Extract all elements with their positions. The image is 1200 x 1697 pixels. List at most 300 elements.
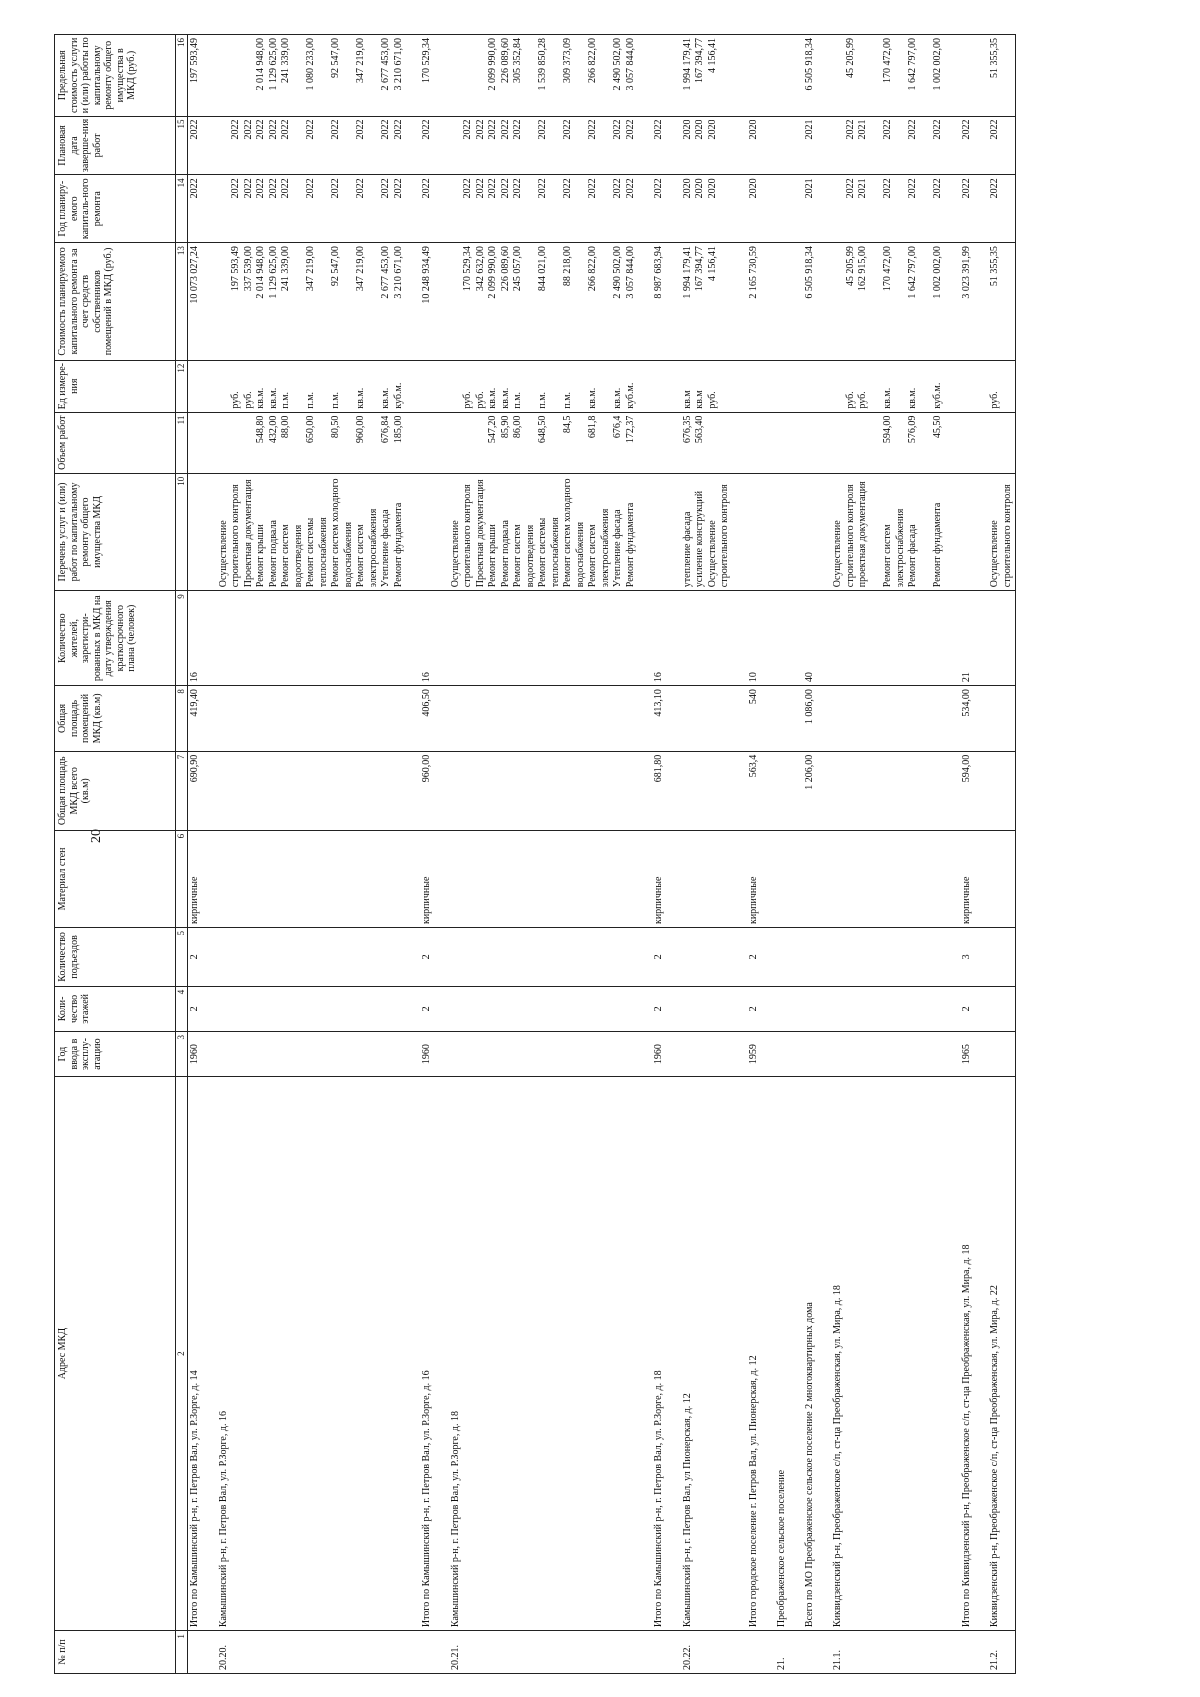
spacer-cell bbox=[667, 360, 681, 412]
repair-year-cell-line bbox=[343, 178, 356, 239]
rooms-area-cell bbox=[449, 686, 639, 752]
spacer-cell bbox=[203, 1077, 217, 1631]
residents-cell bbox=[449, 591, 639, 686]
completion-date-cell-line: 2022 bbox=[907, 119, 918, 140]
volume-cell-line: 676,4 bbox=[612, 415, 623, 439]
spacer-cell bbox=[667, 116, 681, 175]
header-cell: Стоимость планируемого капитального ремонта за счет средств собственников помещений в МКД (руб.) bbox=[55, 243, 176, 361]
spacer-cell bbox=[638, 175, 652, 243]
limit-cost-cell-line: 2 014 948,00 bbox=[255, 38, 266, 91]
completion-date-cell-line: 2022 bbox=[189, 119, 200, 140]
row-spacer bbox=[406, 35, 420, 1674]
volume-cell-line bbox=[462, 416, 475, 470]
residents-cell: 16 bbox=[420, 591, 435, 686]
volume-cell-line: 650,00 bbox=[305, 415, 316, 444]
repair-year-cell-line: 2021 bbox=[857, 178, 868, 199]
year-built-cell: 1960 bbox=[420, 1032, 435, 1077]
unit-cell bbox=[420, 360, 435, 412]
year-built-cell bbox=[803, 1032, 818, 1077]
limit-cost-cell-line bbox=[462, 38, 475, 113]
total-area-cell bbox=[681, 751, 733, 830]
repair-year-cell-line bbox=[218, 178, 231, 239]
spacer-cell bbox=[406, 35, 420, 117]
limit-cost-cell-line: 1 994 179,41 bbox=[681, 38, 693, 91]
cost-cell bbox=[803, 243, 818, 361]
repair-year-cell-line: 2022 bbox=[189, 178, 200, 199]
year-built-cell bbox=[681, 1032, 733, 1077]
unit-cell-line bbox=[575, 364, 588, 409]
rotated-table-container bbox=[54, 34, 1124, 1674]
unit-cell bbox=[803, 360, 818, 412]
unit-cell-line bbox=[719, 364, 732, 409]
spacer-cell bbox=[435, 360, 449, 412]
floors-cell: 2 bbox=[188, 986, 203, 1031]
column-number: 6 bbox=[176, 830, 188, 927]
spacer-cell bbox=[203, 1032, 217, 1077]
entrances-cell: 2 bbox=[747, 928, 762, 987]
repair-year-cell bbox=[803, 175, 818, 243]
spacer-cell bbox=[733, 35, 747, 117]
volume-cell-line bbox=[525, 416, 538, 470]
spacer-cell bbox=[638, 686, 652, 752]
repair-year-cell-line bbox=[450, 178, 463, 239]
spacer-cell bbox=[406, 412, 420, 473]
limit-cost-cell-line bbox=[857, 38, 870, 113]
volume-cell-line bbox=[845, 416, 858, 470]
completion-date-cell bbox=[831, 116, 946, 175]
cost-cell-line: 1 994 179,41 bbox=[681, 246, 693, 299]
completion-date-cell-line: 2022 bbox=[305, 119, 316, 140]
spacer-cell bbox=[733, 1077, 747, 1631]
spacer-cell bbox=[638, 986, 652, 1031]
works-cell-line: Осуществление bbox=[449, 520, 461, 588]
limit-cost-cell bbox=[420, 35, 435, 117]
spacer-cell bbox=[974, 243, 988, 361]
spacer-cell bbox=[203, 243, 217, 361]
wall-material-cell: кирпичные bbox=[960, 830, 975, 927]
total-area-cell: 563,4 bbox=[747, 751, 762, 830]
unit-cell-line: руб. bbox=[462, 391, 473, 409]
spacer-cell bbox=[406, 986, 420, 1031]
address-cell: Киквидзенский р-н, Преображенское с/п, ст-ца Преображенская, ул. Мира, д. 22 bbox=[988, 1077, 1016, 1631]
repair-year-cell-line: 2022 bbox=[280, 178, 291, 199]
rooms-area-cell bbox=[831, 686, 946, 752]
spacer-cell bbox=[789, 830, 803, 927]
repair-year-cell-line bbox=[525, 178, 538, 239]
limit-cost-cell-line: 347 219,00 bbox=[355, 38, 366, 83]
wall-material-cell bbox=[775, 830, 789, 927]
unit-cell bbox=[217, 360, 407, 412]
limit-cost-cell bbox=[449, 35, 639, 117]
spacer-cell bbox=[667, 412, 681, 473]
unit-cell-line: кв.м. bbox=[499, 387, 511, 409]
works-cell-line: Ремонт фундамента bbox=[932, 502, 943, 588]
cost-cell-line: 347 219,00 bbox=[305, 246, 316, 292]
repair-year-cell-line: 2021 bbox=[803, 178, 815, 199]
volume-cell-line: 80,50 bbox=[330, 415, 341, 439]
column-number-row bbox=[176, 35, 188, 1674]
repair-year-cell-line: 2022 bbox=[462, 178, 473, 199]
works-cell-line: Ремонт системы bbox=[537, 517, 548, 588]
completion-date-cell-line bbox=[832, 120, 845, 172]
cost-cell-line bbox=[832, 246, 845, 357]
limit-cost-cell-line: 226 089,60 bbox=[499, 38, 511, 83]
works-cell-line: Ремонт фундамента bbox=[392, 502, 404, 588]
floors-cell bbox=[803, 986, 818, 1031]
volume-cell-line bbox=[857, 416, 870, 470]
cost-cell-line bbox=[895, 246, 908, 357]
limit-cost-cell-line: 4 156,41 bbox=[706, 38, 718, 73]
volume-cell-line: 172,37 bbox=[624, 415, 636, 444]
limit-cost-cell-line bbox=[525, 38, 538, 113]
table-row bbox=[988, 35, 1016, 1674]
spacer-cell bbox=[761, 830, 775, 927]
unit-cell-line bbox=[293, 364, 306, 409]
spacer-cell bbox=[203, 591, 217, 686]
works-cell-line: Ремонт системы bbox=[305, 517, 316, 588]
unit-cell-line: кв.м. bbox=[612, 387, 623, 409]
completion-date-cell-line bbox=[550, 120, 563, 172]
spacer-cell bbox=[817, 35, 831, 117]
unit-cell-line bbox=[343, 364, 356, 409]
volume-cell bbox=[449, 412, 639, 473]
entrances-cell bbox=[803, 928, 818, 987]
works-cell-line: усиление конструкций bbox=[694, 490, 705, 588]
repair-year-cell-line bbox=[870, 178, 883, 239]
completion-date-cell bbox=[988, 116, 1016, 175]
works-cell-line: Проектная документация bbox=[242, 479, 254, 588]
limit-cost-cell-line bbox=[653, 38, 666, 113]
works-cell-line: водоснабжения bbox=[342, 521, 354, 588]
cost-cell-line bbox=[525, 246, 538, 357]
completion-date-cell bbox=[681, 116, 733, 175]
wall-material-cell bbox=[803, 830, 818, 927]
header-cell: Ед измере-ния bbox=[55, 360, 176, 412]
year-built-cell bbox=[449, 1032, 639, 1077]
spacer-cell bbox=[638, 928, 652, 987]
limit-cost-cell-line: 170 529,34 bbox=[421, 38, 432, 83]
spacer-cell bbox=[638, 751, 652, 830]
unit-cell-line: кв.м. bbox=[355, 387, 366, 409]
cost-cell-line: 10 073 027,24 bbox=[189, 246, 200, 304]
cost-cell bbox=[217, 243, 407, 361]
spacer-cell bbox=[667, 243, 681, 361]
wall-material-cell bbox=[681, 830, 733, 927]
column-number: 2 bbox=[176, 1077, 188, 1631]
repair-year-cell-line: 2022 bbox=[562, 178, 573, 199]
floors-cell: 2 bbox=[420, 986, 435, 1031]
limit-cost-cell-line: 2 677 453,00 bbox=[380, 38, 391, 91]
works-cell-line: Ремонт подвала bbox=[267, 520, 279, 588]
row-number bbox=[188, 1631, 203, 1674]
floors-cell bbox=[681, 986, 733, 1031]
completion-date-cell-line bbox=[920, 120, 933, 172]
residents-cell: 21 bbox=[960, 591, 975, 686]
table-row bbox=[960, 35, 975, 1674]
completion-date-cell-line bbox=[318, 120, 331, 172]
spacer-cell bbox=[667, 473, 681, 591]
spacer-cell bbox=[946, 928, 960, 987]
spacer-cell bbox=[817, 1077, 831, 1631]
repair-year-cell bbox=[420, 175, 435, 243]
unit-cell-line: руб. bbox=[242, 391, 254, 409]
works-cell-line: Утепление фасада bbox=[612, 509, 623, 588]
unit-cell-line: руб. bbox=[706, 391, 718, 409]
limit-cost-cell-line bbox=[450, 38, 463, 113]
residents-cell: 40 bbox=[803, 591, 818, 686]
spacer-cell bbox=[667, 1631, 681, 1674]
completion-date-cell-line: 2022 bbox=[932, 119, 943, 140]
completion-date-cell-line bbox=[575, 120, 588, 172]
spacer-cell bbox=[638, 412, 652, 473]
cost-cell-line bbox=[920, 246, 933, 357]
limit-cost-cell-line: 167 394,77 bbox=[694, 38, 705, 83]
year-built-cell: 1965 bbox=[960, 1032, 975, 1077]
row-number: 20.22. bbox=[681, 1631, 733, 1674]
volume-cell-line: 681,8 bbox=[587, 415, 598, 439]
completion-date-cell-line: 2022 bbox=[844, 119, 856, 140]
rooms-area-cell: 406,50 bbox=[420, 686, 435, 752]
spacer-cell bbox=[974, 473, 988, 591]
spacer-cell bbox=[733, 830, 747, 927]
column-number: 11 bbox=[176, 412, 188, 473]
total-area-cell bbox=[775, 751, 789, 830]
spacer-cell bbox=[667, 35, 681, 117]
unit-cell-line: куб.м. bbox=[392, 382, 404, 409]
limit-cost-cell bbox=[831, 35, 946, 117]
spacer-cell bbox=[638, 360, 652, 412]
works-cell bbox=[217, 473, 407, 591]
repair-year-cell bbox=[681, 175, 733, 243]
completion-date-cell bbox=[449, 116, 639, 175]
total-area-cell bbox=[449, 751, 639, 830]
spacer-cell bbox=[789, 473, 803, 591]
header-cell: Предельная стоимость услуги и (или) работы по капитальному ремонту общего имущества в МКД (руб.) bbox=[55, 35, 176, 117]
spacer-cell bbox=[817, 116, 831, 175]
completion-date-cell bbox=[652, 116, 667, 175]
completion-date-cell bbox=[420, 116, 435, 175]
spacer-cell bbox=[817, 1032, 831, 1077]
spacer-cell bbox=[761, 1077, 775, 1631]
entrances-cell bbox=[681, 928, 733, 987]
repair-year-cell bbox=[775, 175, 789, 243]
cost-cell-line: 2 165 730,59 bbox=[747, 246, 759, 299]
repair-year-cell bbox=[652, 175, 667, 243]
spacer-cell bbox=[638, 243, 652, 361]
volume-cell-line bbox=[895, 416, 908, 470]
spacer-cell bbox=[817, 243, 831, 361]
floors-cell bbox=[775, 986, 789, 1031]
spacer-cell bbox=[203, 473, 217, 591]
works-cell-line: водоотведения bbox=[292, 524, 304, 588]
column-number: 5 bbox=[176, 928, 188, 987]
works-cell bbox=[652, 473, 667, 591]
year-built-cell: 1959 bbox=[747, 1032, 762, 1077]
repair-year-cell bbox=[988, 175, 1016, 243]
spacer-cell bbox=[817, 473, 831, 591]
spacer-cell bbox=[817, 175, 831, 243]
floors-cell: 2 bbox=[960, 986, 975, 1031]
unit-cell-line: кв.м bbox=[694, 390, 705, 409]
unit-cell-line: п.м. bbox=[305, 391, 316, 409]
completion-date-cell-line bbox=[1002, 120, 1015, 172]
spacer-cell bbox=[974, 928, 988, 987]
cost-cell-line: 245 057,00 bbox=[512, 246, 523, 292]
volume-cell bbox=[775, 412, 789, 473]
spacer-cell bbox=[789, 116, 803, 175]
repair-year-cell-line: 2020 bbox=[694, 178, 705, 199]
volume-cell bbox=[681, 412, 733, 473]
cost-cell-line bbox=[218, 246, 231, 357]
unit-cell-line bbox=[870, 364, 883, 409]
spacer-cell bbox=[946, 360, 960, 412]
volume-cell-line: 648,50 bbox=[537, 415, 548, 444]
unit-cell-line: п.м. bbox=[562, 391, 573, 409]
spacer-cell bbox=[946, 116, 960, 175]
volume-cell-line: 85,90 bbox=[499, 415, 511, 439]
cost-cell bbox=[652, 243, 667, 361]
works-cell bbox=[681, 473, 733, 591]
wall-material-cell: кирпичные bbox=[188, 830, 203, 927]
spacer-cell bbox=[638, 830, 652, 927]
spacer-cell bbox=[667, 1032, 681, 1077]
rooms-area-cell bbox=[775, 686, 789, 752]
unit-cell bbox=[681, 360, 733, 412]
address-cell: Камышинский р-н, г. Петров Вал, ул. Р.Зорге, д. 16 bbox=[217, 1077, 407, 1631]
spacer-cell bbox=[638, 1077, 652, 1631]
limit-cost-cell-line: 3 210 671,00 bbox=[392, 38, 404, 91]
completion-date-cell-line bbox=[218, 120, 231, 172]
spacer-cell bbox=[638, 116, 652, 175]
spacer-cell bbox=[761, 35, 775, 117]
unit-cell-line bbox=[525, 364, 538, 409]
spacer-cell bbox=[667, 591, 681, 686]
spacer-cell bbox=[203, 986, 217, 1031]
residents-cell bbox=[988, 591, 1016, 686]
cost-cell-line bbox=[870, 246, 883, 357]
table-row bbox=[803, 35, 818, 1674]
spacer-cell bbox=[761, 928, 775, 987]
unit-cell-line: п.м. bbox=[537, 391, 548, 409]
spacer-cell bbox=[789, 686, 803, 752]
works-cell-line: теплоснабжения bbox=[317, 517, 329, 588]
header-cell: Год ввода в эксплу-атацию bbox=[55, 1032, 176, 1077]
cost-cell-line: 6 505 918,34 bbox=[803, 246, 815, 299]
row-number: 21.2. bbox=[988, 1631, 1016, 1674]
spacer-cell bbox=[667, 928, 681, 987]
cost-cell-line bbox=[343, 246, 356, 357]
completion-date-cell-line: 2022 bbox=[624, 119, 636, 140]
spacer-cell bbox=[974, 116, 988, 175]
works-cell-line: проектная документация bbox=[857, 481, 868, 588]
spacer-cell bbox=[789, 591, 803, 686]
completion-date-cell-line: 2022 bbox=[537, 119, 548, 140]
repair-year-cell bbox=[831, 175, 946, 243]
repair-year-cell-line: 2020 bbox=[681, 178, 693, 199]
row-spacer bbox=[789, 35, 803, 1674]
cost-cell-line: 167 394,77 bbox=[694, 246, 705, 292]
repair-year-cell-line bbox=[368, 178, 381, 239]
unit-cell bbox=[775, 360, 789, 412]
column-number: 10 bbox=[176, 473, 188, 591]
limit-cost-cell-line bbox=[243, 38, 256, 113]
spacer-cell bbox=[761, 986, 775, 1031]
repair-year-cell-line: 2022 bbox=[932, 178, 943, 199]
repair-year-cell-line: 2022 bbox=[330, 178, 341, 199]
rooms-area-cell: 413,10 bbox=[652, 686, 667, 752]
cost-cell-line: 1 002 002,00 bbox=[932, 246, 943, 299]
table-row bbox=[775, 35, 789, 1674]
spacer-cell bbox=[733, 751, 747, 830]
spacer-cell bbox=[761, 591, 775, 686]
unit-cell-line bbox=[218, 364, 231, 409]
cost-cell-line: 2 099 990,00 bbox=[487, 246, 498, 299]
spacer-cell bbox=[435, 35, 449, 117]
limit-cost-cell-line bbox=[748, 38, 761, 113]
completion-date-cell-line bbox=[870, 120, 883, 172]
spacer-cell bbox=[974, 591, 988, 686]
volume-cell-line bbox=[832, 416, 845, 470]
row-number: 20.20. bbox=[217, 1631, 407, 1674]
spacer-cell bbox=[733, 243, 747, 361]
address-cell: Киквидзенский р-н, Преображенское с/п, ст-ца Преображенская, ул. Мира, д. 18 bbox=[831, 1077, 946, 1631]
spacer-cell bbox=[733, 116, 747, 175]
works-cell-line: Ремонт систем холодного bbox=[562, 478, 573, 588]
header-cell: Год планиру-емого капиталь-ного ремонта bbox=[55, 175, 176, 243]
wall-material-cell: кирпичные bbox=[420, 830, 435, 927]
spacer-cell bbox=[817, 686, 831, 752]
spacer-cell bbox=[435, 116, 449, 175]
table-row bbox=[681, 35, 733, 1674]
works-cell-line: строительного контроля bbox=[462, 484, 473, 588]
works-cell-line: Ремонт крыши bbox=[255, 524, 266, 588]
volume-cell-line bbox=[368, 416, 381, 470]
header-cell: № п/п bbox=[55, 1631, 176, 1674]
capital-repair-table bbox=[54, 34, 1016, 1674]
row-number bbox=[652, 1631, 667, 1674]
column-number: 7 bbox=[176, 751, 188, 830]
repair-year-cell-line: 2022 bbox=[474, 178, 486, 199]
limit-cost-cell-line bbox=[343, 38, 356, 113]
works-cell-line: строительного контроля bbox=[230, 484, 241, 588]
spacer-cell bbox=[817, 928, 831, 987]
spacer-cell bbox=[435, 830, 449, 927]
spacer-cell bbox=[406, 1631, 420, 1674]
limit-cost-cell-line: 2 099 990,00 bbox=[487, 38, 498, 91]
cost-cell bbox=[988, 243, 1016, 361]
repair-year-cell-line: 2022 bbox=[487, 178, 498, 199]
volume-cell-line bbox=[575, 416, 588, 470]
repair-year-cell-line: 2022 bbox=[612, 178, 623, 199]
works-cell-line: Ремонт фасада bbox=[907, 524, 918, 588]
spacer-cell bbox=[638, 35, 652, 117]
limit-cost-cell bbox=[652, 35, 667, 117]
unit-cell-line: п.м. bbox=[330, 391, 341, 409]
completion-date-cell-line: 2022 bbox=[255, 119, 266, 140]
spacer-cell bbox=[435, 1631, 449, 1674]
works-cell-line: электроснабжения bbox=[894, 508, 906, 588]
limit-cost-cell-line: 305 352,84 bbox=[512, 38, 523, 83]
volume-cell-line bbox=[600, 416, 613, 470]
cost-cell-line: 3 057 844,00 bbox=[624, 246, 636, 299]
volume-cell-line: 676,35 bbox=[681, 415, 693, 444]
column-number: 4 bbox=[176, 986, 188, 1031]
unit-cell bbox=[747, 360, 762, 412]
unit-cell-line: куб.м. bbox=[932, 382, 943, 409]
works-cell-line: теплоснабжения bbox=[549, 517, 561, 588]
spacer-cell bbox=[435, 175, 449, 243]
header-cell: Плановая дата заверше-ния работ bbox=[55, 116, 176, 175]
